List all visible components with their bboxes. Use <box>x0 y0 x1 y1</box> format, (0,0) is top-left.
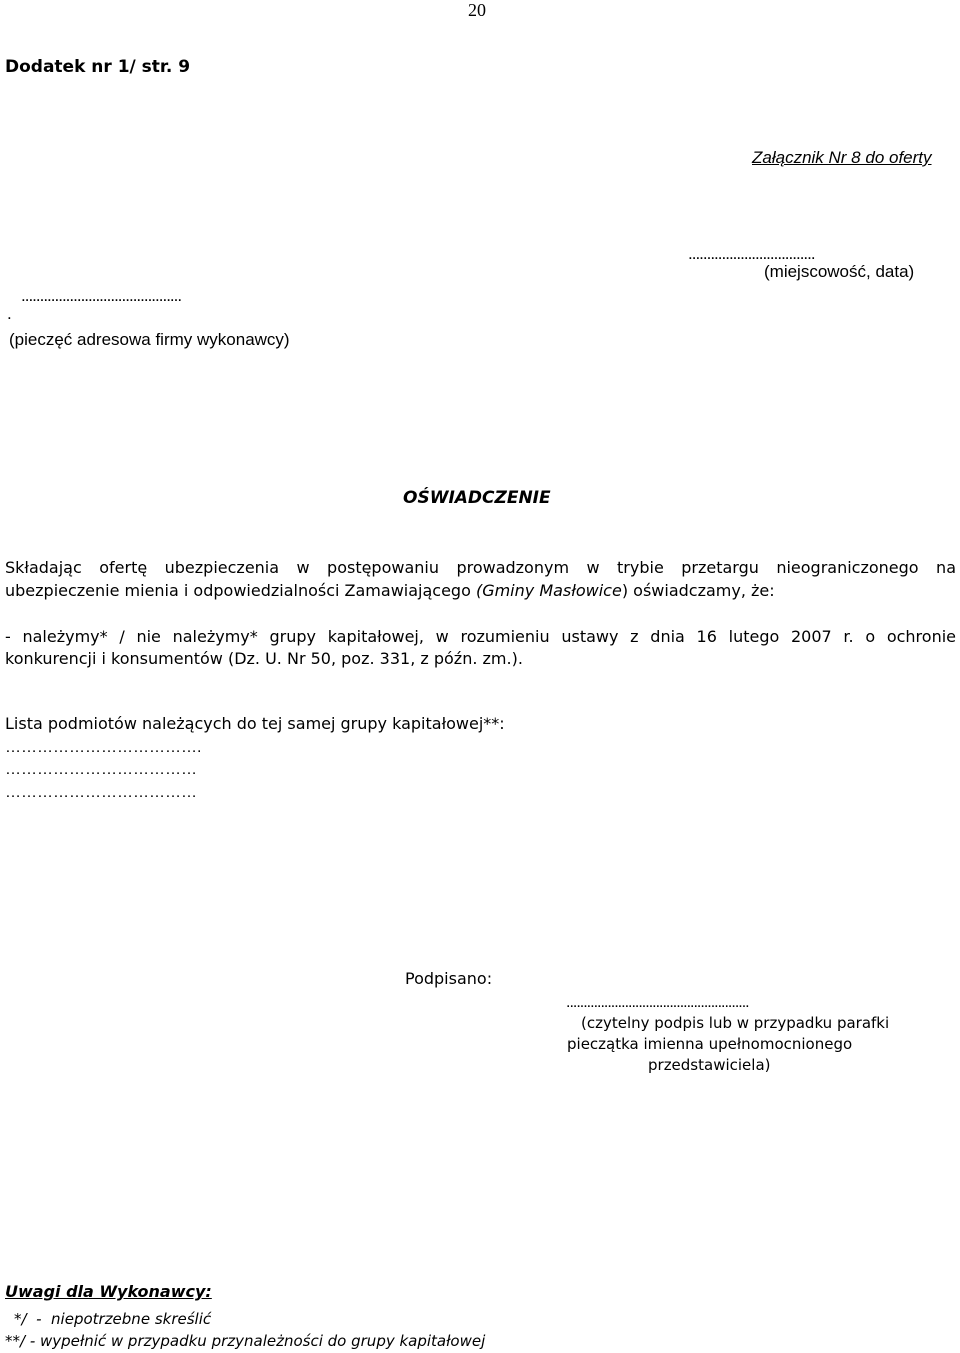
company-stamp-label: (pieczęć adresowa firmy wykonawcy) <box>9 330 290 349</box>
intro-line-2-end: ) oświadczamy, że: <box>621 581 775 600</box>
notes-heading: Uwagi dla Wykonawcy: <box>5 1282 212 1301</box>
note-2: **/ - wypełnić w przypadku przynależności do grupy kapitałowej <box>5 1332 486 1350</box>
page-number: 20 <box>468 0 486 20</box>
signature-caption-line-2: pieczątka imienna upełnomocnionego <box>567 1035 853 1053</box>
document-title: OŚWIADCZENIE <box>403 488 551 508</box>
client-name: (Gminy Masłowice <box>475 581 622 600</box>
intro-line-2 <box>5 581 775 600</box>
attachment-label: Załącznik Nr 8 do oferty <box>752 148 932 167</box>
signature-caption-line-3: przedstawiciela) <box>648 1056 771 1074</box>
list-blank-3: ……………………………… <box>5 784 197 801</box>
company-stamp-period: . <box>7 304 12 323</box>
signature-caption-line-1: (czytelny podpis lub w przypadku parafki <box>581 1014 890 1032</box>
intro-line-1: Składając ofertę ubezpieczenia w postępowaniu prowadzonym w trybie przetargu nieograniczonego na <box>5 558 956 577</box>
company-stamp-dots: ........................................... <box>21 286 182 305</box>
appendix-reference: Dodatek nr 1/ str. 9 <box>5 57 191 77</box>
statement-line-2: konkurencji i konsumentów (Dz. U. Nr 50, poz. 331, z późn. zm.). <box>5 649 523 668</box>
statement-line-1: - należymy* / nie należymy* grupy kapitałowej, w rozumieniu ustawy z dnia 16 lutego 2007 r. o ochronie <box>5 627 956 646</box>
place-date-dots: .................................. <box>688 244 815 263</box>
note-1: */ - niepotrzebne skreślić <box>14 1310 212 1328</box>
list-heading: Lista podmiotów należących do tej samej grupy kapitałowej**: <box>5 714 505 733</box>
signature-dots: ..................................................... <box>566 994 749 1011</box>
intro-line-2-start: ubezpieczenie mienia i odpowiedzialności Zamawiającego <box>5 581 471 600</box>
list-blank-1: ………………………………. <box>5 739 202 756</box>
place-date-label: (miejscowość, data) <box>764 262 915 281</box>
signature-label: Podpisano: <box>405 969 493 988</box>
list-blank-2: ……………………………… <box>5 761 197 778</box>
